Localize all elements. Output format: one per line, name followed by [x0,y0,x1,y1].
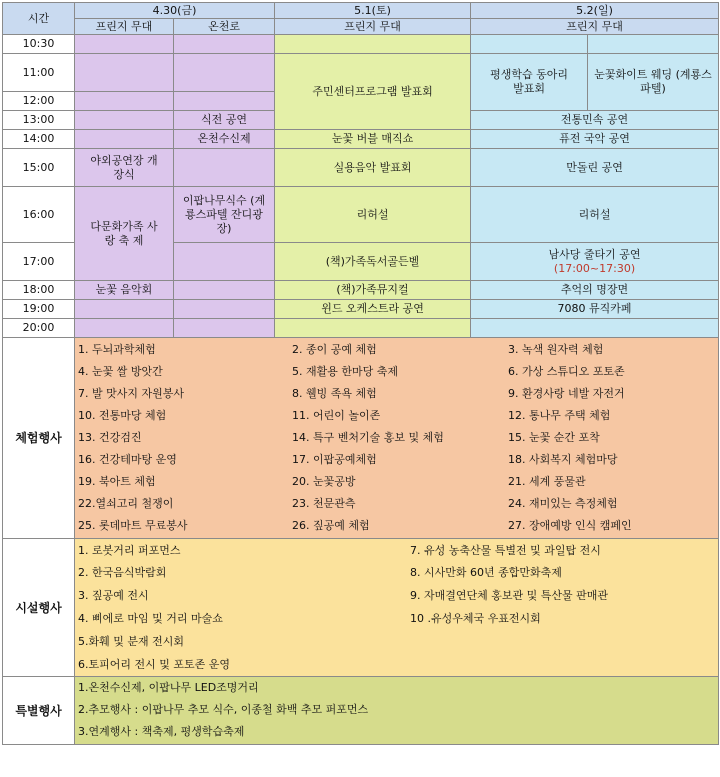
list-item: 3.연계행사 : 책축제, 평생학습축제 [78,725,245,738]
event-tree-planting: 이팝나무식수 (계룡스파텔 잔디광장) [174,187,275,243]
category-facility: 시설행사 [3,539,75,677]
time-slot: 19:00 [3,300,75,319]
event-bubble-magic-show: 눈꽃 버블 매직쇼 [275,130,471,149]
event-wind-orchestra: 윈드 오케스트라 공연 [275,300,471,319]
list-item: 3. 짚공예 전시 [78,589,149,602]
time-slot: 17:00 [3,243,75,281]
list-item: 18. 사회복지 체험마당 [508,453,618,466]
list-item: 14. 특구 벤처기술 홍보 및 체험 [292,431,444,444]
day-header-0501: 5.1(토) [275,3,471,19]
list-item: 27. 장애예방 인식 캠페인 [508,519,632,532]
event-family-musical: (책)가족뮤지컬 [275,281,471,300]
list-item: 22.열쇠고리 철쟁이 [78,497,174,510]
list-item: 2. 한국음식박람회 [78,566,167,579]
list-item: 9. 환경사랑 네발 자전거 [508,387,625,400]
event-resident-center-program: 주민센터프로그램 발표회 [275,54,471,130]
list-item: 16. 건강테마탕 운영 [78,453,177,466]
day-header-0502: 5.2(일) [471,3,719,19]
list-item: 10 .유성우체국 우표전시회 [410,612,541,625]
empty-cell [75,111,174,130]
time-slot: 16:00 [3,187,75,243]
list-item: 8. 웰빙 족욕 체험 [292,387,377,400]
list-item: 4. 삐에로 마임 및 거리 마술쇼 [78,612,223,625]
experience-events [75,338,719,539]
event-memorable-scenes: 추억의 명장면 [471,281,719,300]
empty-cell [275,319,471,338]
tightrope-time: (17:00~17:30) [553,261,636,275]
event-snow-concert: 눈꽃 음악회 [75,281,174,300]
empty-cell [75,130,174,149]
experience-grid [75,339,718,537]
venue-fringe-0502: 프린지 무대 [471,19,719,35]
tightrope-title: 남사당 줄타기 공연 [548,247,641,261]
event-tightrope [471,243,719,281]
empty-cell [75,92,174,111]
empty-cell [75,319,174,338]
event-lifelong-learning: 평생학습 동아리 발표회 [471,54,588,111]
empty-cell [75,300,174,319]
event-rehearsal-0502: 리허설 [471,187,719,243]
list-item: 4. 눈꽃 쌀 방앗간 [78,365,163,378]
list-item: 24. 재미있는 측정체험 [508,497,618,510]
list-item: 5. 재활용 한마당 축제 [292,365,398,378]
festival-schedule-table [2,2,719,745]
event-family-golden-bell: (책)가족독서골든벨 [275,243,471,281]
list-item: 1. 로봇거리 퍼포먼스 [78,543,181,557]
time-slot: 14:00 [3,130,75,149]
time-slot: 11:00 [3,54,75,92]
time-slot: 20:00 [3,319,75,338]
list-item: 2. 종이 공예 체험 [292,343,377,356]
list-item [407,654,718,676]
list-item: 6.토피어리 전시 및 포토존 운영 [78,657,230,671]
category-special: 특별행사 [3,677,75,745]
list-item: 8. 시사만화 60년 종합만화축제 [410,566,562,579]
list-item: 23. 천문관측 [292,497,356,510]
list-item: 7. 발 맛사지 자원봉사 [78,387,184,400]
facility-grid [75,540,718,676]
list-item: 20. 눈꽃공방 [292,475,356,488]
empty-cell [174,92,275,111]
list-item: 17. 이팝공예체험 [292,453,377,466]
list-item: 11. 어린이 놀이존 [292,409,381,422]
list-item: 9. 자매결연단체 홍보관 및 특산물 판매관 [410,589,608,602]
category-experience: 체험행사 [3,338,75,539]
list-item: 2.추모행사 : 이팝나무 추모 식수, 이종철 화백 추모 퍼포먼스 [78,703,369,716]
empty-cell [75,35,174,54]
list-item: 6. 가상 스튜디오 포토존 [508,365,625,378]
list-item: 19. 북아트 체험 [78,475,156,488]
empty-cell [174,149,275,187]
empty-cell [75,54,174,92]
list-item: 26. 짚공예 체험 [292,519,370,532]
time-slot: 15:00 [3,149,75,187]
list-item: 15. 눈꽃 순간 포착 [508,431,600,444]
event-stage-opening: 야외공연장 개장식 [75,149,174,187]
empty-cell [471,319,719,338]
event-opening-performance: 식전 공연 [174,111,275,130]
list-item: 3. 녹색 원자력 체험 [508,343,604,356]
event-7080-music-cafe: 7080 뮤직카페 [471,300,719,319]
list-item: 1.온천수신제, 이팝나무 LED조명거리 [78,681,259,694]
empty-cell [588,35,719,54]
list-item: 10. 전통마당 체험 [78,409,167,422]
list-item: 25. 롯데마트 무료봉사 [78,519,188,532]
list-item: 5.화훼 및 분재 전시회 [78,635,184,648]
time-header: 시간 [3,3,75,35]
time-slot: 12:00 [3,92,75,111]
event-practical-music: 실용음악 발표회 [275,149,471,187]
time-slot: 18:00 [3,281,75,300]
list-item: 7. 유성 농축산물 특별전 및 과일탑 전시 [410,543,601,557]
event-fusion-gugak: 퓨전 국악 공연 [471,130,719,149]
list-item: 12. 통나무 주택 체험 [508,409,611,422]
event-mandolin: 만돌린 공연 [471,149,719,187]
event-rehearsal-0501: 리허설 [275,187,471,243]
event-folk-performance: 전통민속 공연 [471,111,719,130]
special-events [75,677,719,745]
venue-fringe-0430: 프린지 무대 [75,19,174,35]
list-item [407,631,718,654]
list-item: 13. 건강검진 [78,431,142,444]
empty-cell [174,300,275,319]
empty-cell [174,54,275,92]
event-snow-wedding: 눈꽃화이트 웨딩 (계룡스파텔) [588,54,719,111]
time-slot: 10:30 [3,35,75,54]
venue-oncheonro: 온천로 [174,19,275,35]
day-header-0430: 4.30(금) [75,3,275,19]
venue-fringe-0501: 프린지 무대 [275,19,471,35]
time-slot: 13:00 [3,111,75,130]
empty-cell [275,35,471,54]
empty-cell [471,35,588,54]
empty-cell [174,319,275,338]
event-multicultural-festival: 다문화가족 사 랑 축 제 [75,187,174,281]
event-hot-spring-ritual: 온천수신제 [174,130,275,149]
facility-events [75,539,719,677]
list-item: 1. 두뇌과학체험 [78,343,156,356]
list-item: 21. 세계 풍물관 [508,475,586,488]
empty-cell [174,281,275,300]
empty-cell [174,243,275,281]
empty-cell [174,35,275,54]
